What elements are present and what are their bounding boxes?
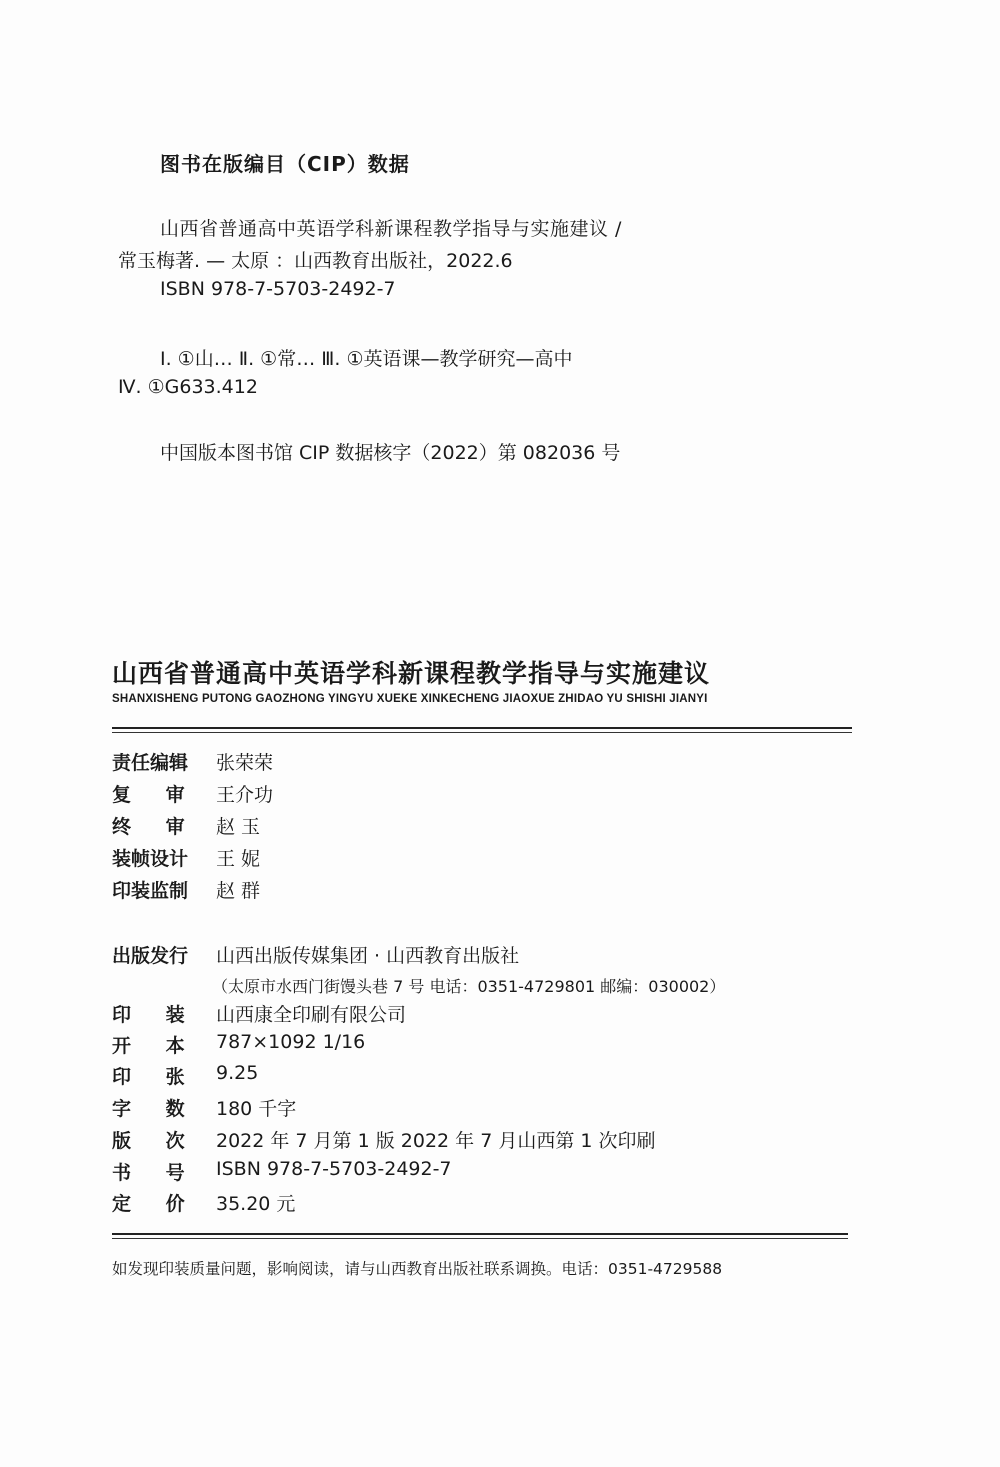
cip-title-line: 山西省普通高中英语学科新课程教学指导与实施建议 / <box>160 218 622 240</box>
spec-value: ISBN 978-7-5703-2492-7 <box>216 1158 452 1180</box>
cip-verification-line: 中国版本图书馆 CIP 数据核字（2022）第 082036 号 <box>160 442 621 464</box>
spec-label: 印 装 <box>112 1004 185 1026</box>
spec-value: 2022 年 7 月第 1 版 2022 年 7 月山西第 1 次印刷 <box>216 1130 656 1152</box>
credit-label: 复 审 <box>112 784 185 806</box>
credit-label: 装帧设计 <box>112 848 189 870</box>
cip-author-line: 常玉梅著. — 太原 ：山西教育出版社，2022.6 <box>118 250 513 272</box>
spec-label: 开 本 <box>112 1035 185 1057</box>
credit-label: 终 审 <box>112 816 185 838</box>
publication-label: 出版发行 <box>112 945 189 967</box>
publisher-address: （太原市水西门街馒头巷 7 号 电话：0351-4729801 邮编：030002） <box>212 977 726 996</box>
spec-label: 印 张 <box>112 1066 185 1088</box>
bottom-double-rule <box>112 1233 848 1239</box>
top-double-rule <box>112 727 852 733</box>
publication-value: 山西出版传媒集团 · 山西教育出版社 <box>216 945 520 967</box>
spec-value: 787×1092 1/16 <box>216 1031 366 1053</box>
spec-label: 书 号 <box>112 1162 185 1184</box>
spec-value: 180 千字 <box>216 1098 297 1120</box>
book-title-pinyin: SHANXISHENG PUTONG GAOZHONG YINGYU XUEKE XINKECHENG JIAOXUE ZHIDAO YU SHISHI JIANYI <box>112 693 708 705</box>
book-title: 山西省普通高中英语学科新课程教学指导与实施建议 <box>112 659 711 688</box>
cip-classification-line-1: Ⅰ. ①山… Ⅱ. ①常… Ⅲ. ①英语课—教学研究—高中 <box>160 348 573 370</box>
spec-label: 字 数 <box>112 1098 185 1120</box>
credit-value: 王 妮 <box>216 848 261 870</box>
spec-value: 山西康全印刷有限公司 <box>216 1004 407 1026</box>
spec-label: 版 次 <box>112 1130 185 1152</box>
credit-label: 责任编辑 <box>112 752 189 774</box>
credit-label: 印装监制 <box>112 880 189 902</box>
cip-heading: 图书在版编目（CIP）数据 <box>160 152 410 176</box>
cip-isbn-line: ISBN 978-7-5703-2492-7 <box>160 278 396 300</box>
quality-notice: 如发现印装质量问题，影响阅读，请与山西教育出版社联系调换。电话：0351-4729588 <box>112 1260 723 1278</box>
credit-value: 赵 群 <box>216 880 261 902</box>
cip-classification-line-2: Ⅳ. ①G633.412 <box>118 376 258 398</box>
credit-value: 张荣荣 <box>216 752 274 774</box>
spec-value: 35.20 元 <box>216 1193 296 1215</box>
credit-value: 赵 玉 <box>216 816 261 838</box>
credit-value: 王介功 <box>216 784 274 806</box>
spec-label: 定 价 <box>112 1193 185 1215</box>
spec-value: 9.25 <box>216 1062 259 1084</box>
